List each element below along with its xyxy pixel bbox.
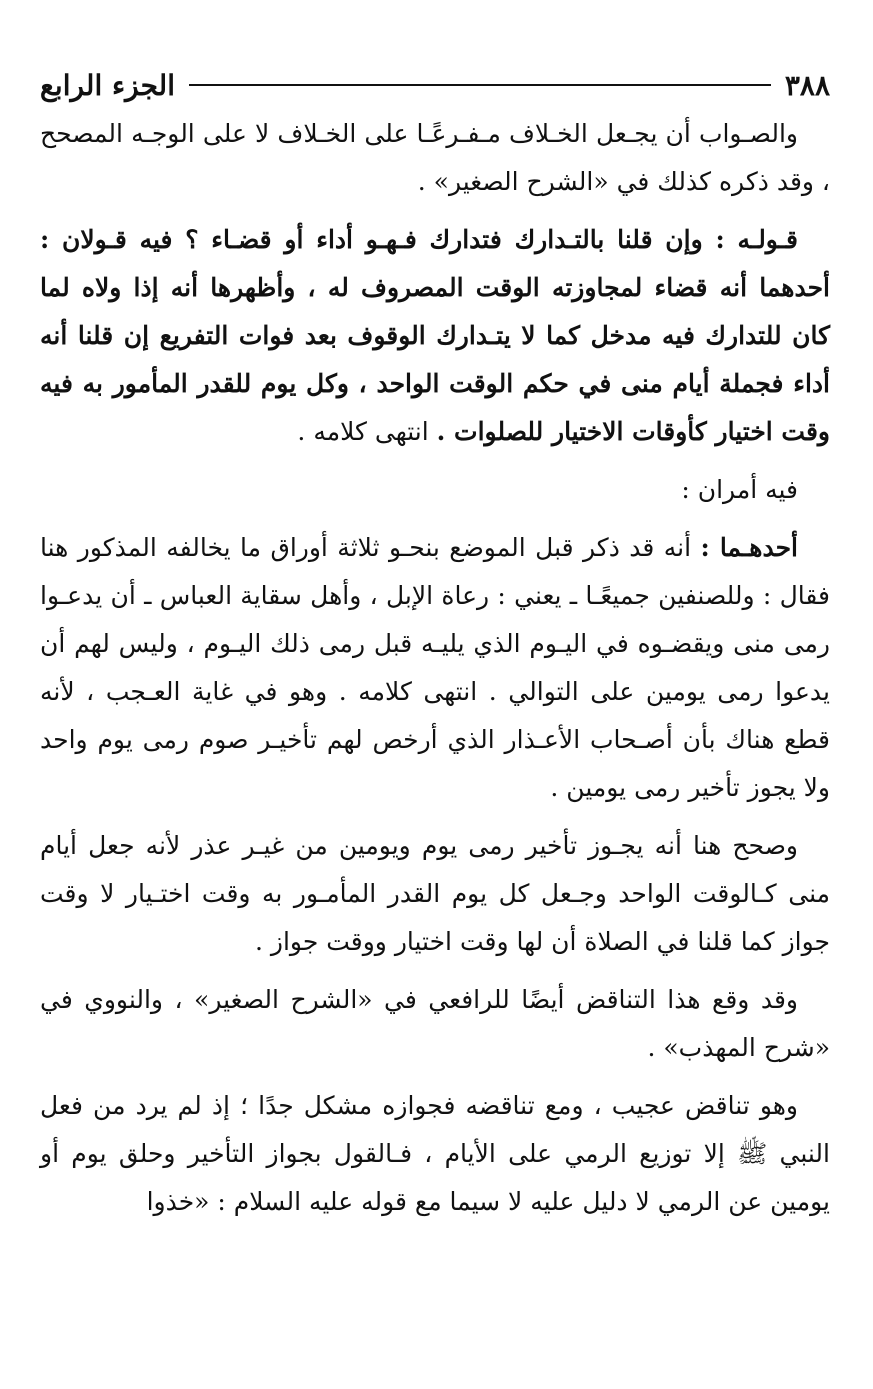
paragraph bbox=[40, 1082, 830, 1226]
paragraph-text: وقد وقع هذا التناقض أيضًا للرافعي في «الشرح الصغير» ، والنووي في «شرح المهذب» . bbox=[40, 985, 830, 1062]
paragraph-text: والصـواب أن يجـعل الخـلاف مـفـرعًـا على الخـلاف لا على الوجـه المصحح ، وقد ذكره كذلك في «الشرح الصغير» . bbox=[40, 119, 830, 196]
running-header bbox=[40, 60, 830, 110]
paragraph bbox=[40, 110, 830, 206]
paragraph bbox=[40, 466, 830, 514]
paragraph bbox=[40, 524, 830, 812]
paragraph-text: أنه قد ذكر قبل الموضع بنحـو ثلاثة أوراق ما يخالفه المذكور هنا فقال : وللصنفين جميعًـا ـ يعني : رعاة الإبل ، وأهل سقاية العباس ـ أن يدعـوا رمى منى ويقضـوه في اليـوم الذي يليـه قبل رمى ذلك اليـوم ، وليس لهم أن يدعوا رمى يومين على التوالي . انتهى كلامه . وهو في غاية العـجب ، لأنه قطع هناك بأن أصـحاب الأعـذار الذي أرخص لهم تأخيـر صوم رمى يوم واحد ولا يجوز تأخير رمى يومين . bbox=[40, 533, 830, 802]
paragraph bbox=[40, 976, 830, 1072]
document-page bbox=[40, 60, 830, 1226]
paragraph-text: وصحح هنا أنه يجـوز تأخير رمى يوم ويومين من غيـر عذر لأنه جعل أيام منى كـالوقت الواحد وجـعل كل يوم القدر المأمـور به وقت اختـيار لا وقت جواز كما قلنا في الصلاة أن لها وقت اختيار ووقت جواز . bbox=[40, 831, 830, 956]
paragraph bbox=[40, 822, 830, 966]
header-rule bbox=[189, 84, 771, 86]
page-number: ٣٨٨ bbox=[784, 68, 830, 102]
quoted-text: قـولـه : وإن قلنا بالتـدارك فتدارك فـهـو أداء أو قضـاء ؟ فيه قـولان : أحدهما أنه قضاء لمجاوزته الوقت المصروف له ، وأظهرها أنه إذا ولاه لما كان للتدارك فيه مدخل كما لا يتـدارك الوقوف بعد فوات التفريع إن قلنا أنه أداء فجملة أيام منى في حكم الوقت الواحد ، وكل يوم للقدر المأمور به فيه وقت اختيار كأوقات الاختيار للصلوات . bbox=[40, 225, 830, 446]
paragraph-text: وهو تناقض عجيب ، ومع تناقضه فجوازه مشكل جدًا ؛ إذ لم يرد من فعل النبي ﷺ إلا توزيع الرمي على الأيام ، فـالقول بجواز التأخير وحلق يوم أو يومين عن الرمي لا دليل عليه لا سيما مع قوله عليه السلام : «خذوا bbox=[40, 1091, 830, 1216]
paragraph-lead: أحدهـما : bbox=[700, 533, 798, 562]
part-title: الجزء الرابع bbox=[40, 68, 175, 102]
quote-end-text: انتهى كلامه . bbox=[297, 417, 437, 446]
paragraph-text: فيه أمران : bbox=[681, 475, 798, 504]
quoted-paragraph bbox=[40, 216, 830, 456]
